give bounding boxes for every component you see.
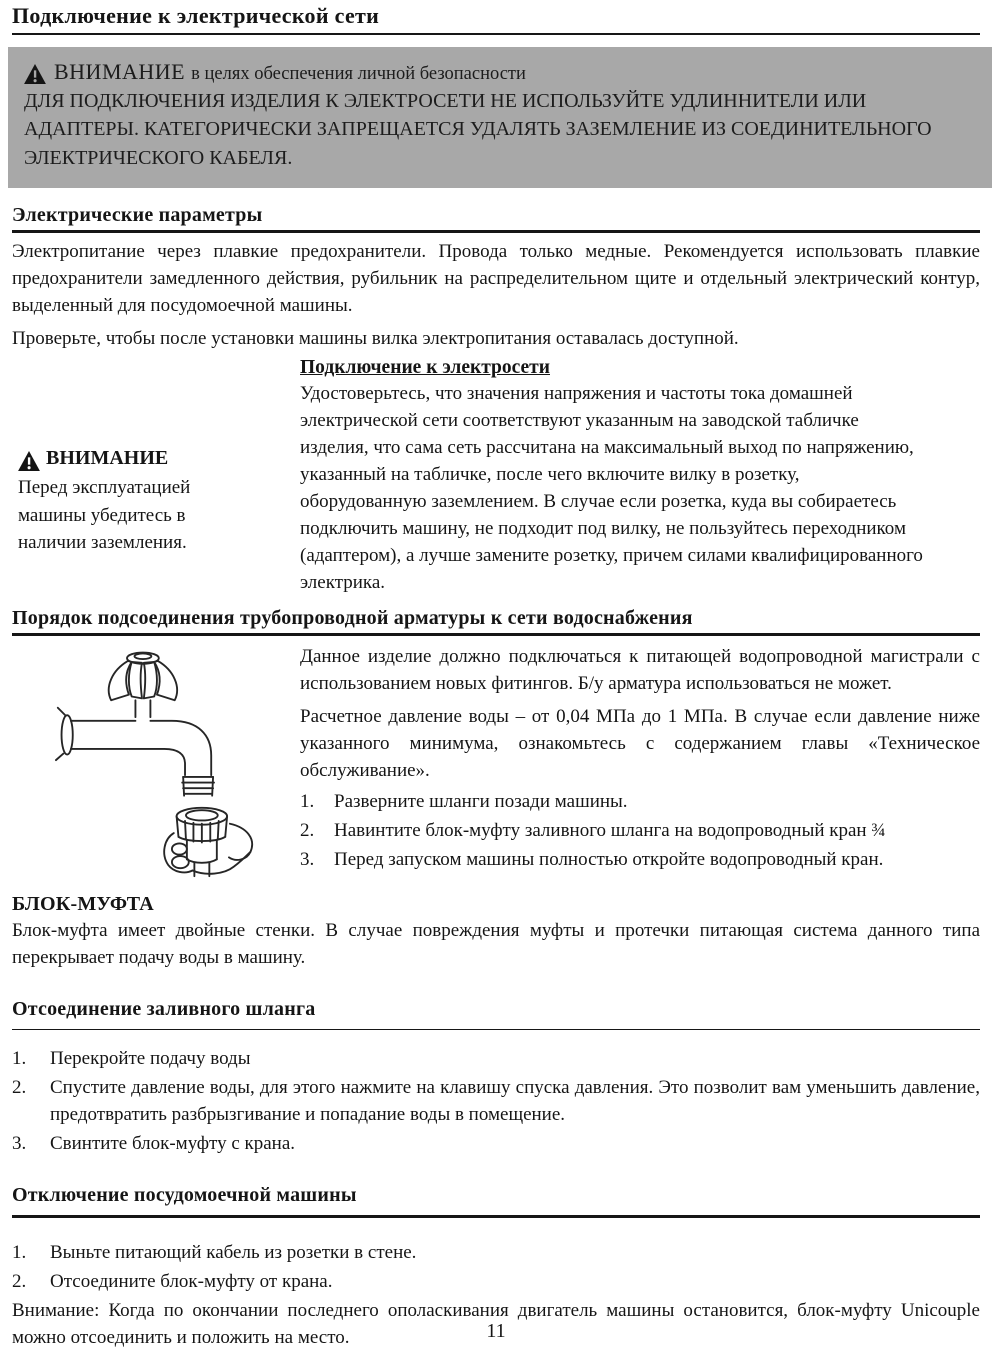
list-item: 2. Отсоедините блок-муфту от крана. bbox=[12, 1271, 333, 1293]
unicouple-heading: БЛОК-МУФТА bbox=[12, 892, 154, 915]
list-item: 1. Перекройте подачу воды bbox=[12, 1048, 251, 1070]
water-connection-para-1: Данное изделие должно подключаться к питающей водопроводной магистрали с использованием новых фитингов. Б/у арматура использоваться не может. bbox=[300, 645, 980, 694]
electrical-params-rule bbox=[12, 230, 980, 233]
machine-disconnect-note: Внимание: Когда по окончании последнего ополаскивания двигатель машины остановится, блок-муфту Unicouple можно отсоединить и положить на место. bbox=[12, 1300, 980, 1349]
electrical-params-heading: Электрические параметры bbox=[12, 204, 263, 227]
list-item: 2. Спустите давление воды, для этого нажмите на клавишу спуска давления. Это позволит вам уменьшить давление, предотвратить разбрызгивание и попадание воды в помещение. bbox=[12, 1077, 980, 1126]
hose-disconnect-heading: Отсоединение заливного шланга bbox=[12, 997, 316, 1020]
hose-disconnect-rule bbox=[12, 1029, 980, 1031]
warning-box-header bbox=[24, 59, 968, 85]
page-number: 11 bbox=[486, 1320, 506, 1342]
hose-disconnect-steps bbox=[12, 1046, 980, 1158]
list-item: 3. Перед запуском машины полностью откройте водопроводный кран. bbox=[300, 848, 884, 870]
side-warning-text: Перед эксплуатацией машины убедитесь в наличии заземления. bbox=[18, 477, 191, 554]
electrical-params-para-2: Проверьте, чтобы после установки машины вилка электропитания оставалась доступной. bbox=[12, 328, 739, 350]
mains-connection-body: Удостоверьтесь, что значения напряжения и частоты тока домашней электрической сети соответствуют указанным на заводской табличке изделия, что сама сеть рассчитана на максимальный выход по напряжению, указанный на табличке, после чего включите вилку в розетку, оборудованную заземлением. В случае если розетка, куда вы собираетесь подключить машину, не подходит под вилку, не пользуйтесь переходником (адаптером), а лучше замените розетку, причем силами квалифицированного электрика. bbox=[300, 383, 923, 593]
warning-label: ВНИМАНИЕ bbox=[54, 59, 186, 84]
warning-subtitle: в целях обеспечения личной безопасности bbox=[191, 64, 526, 84]
unicouple-body: Блок-муфта имеет двойные стенки. В случае повреждения муфты и протечки питающая система данного типа перекрывает подачу воды в машину. bbox=[12, 919, 980, 968]
warning-box bbox=[8, 47, 992, 188]
machine-disconnect-heading: Отключение посудомоечной машины bbox=[12, 1184, 357, 1207]
water-connection-heading: Порядок подсоединения трубопроводной арматуры к сети водоснабжения bbox=[12, 606, 693, 629]
machine-disconnect-rule bbox=[12, 1215, 980, 1218]
water-connection-para-2: Расчетное давление воды – от 0,04 МПа до 1 МПа. В случае если давление ниже указанного минимума, ознакомьтесь с содержанием главы «Техническое обслуживание». bbox=[300, 705, 980, 781]
side-warning-label: ВНИМАНИЕ bbox=[46, 447, 169, 470]
water-connection-section bbox=[12, 636, 980, 883]
mains-connection-heading: Подключение к электросети bbox=[300, 357, 550, 379]
side-warning-triangle-icon bbox=[18, 451, 40, 471]
mains-connection-section bbox=[12, 353, 980, 597]
list-item: 1. Разверните шланги позади машины. bbox=[300, 790, 628, 812]
warning-triangle-icon bbox=[24, 64, 46, 84]
list-item: 3. Свинтите блок-муфту с крана. bbox=[12, 1133, 296, 1155]
electrical-params-para-1: Электропитание через плавкие предохранители. Провода только медные. Рекомендуется использовать плавкие предохранители замедленного действия, рубильник на распределительном щите и отдельный электрический контур, выделенный для посудомоечной машины. bbox=[12, 241, 980, 317]
list-item: 2. Навинтите блок-муфту заливного шланга на водопроводный кран ¾ bbox=[300, 819, 886, 841]
side-warning bbox=[12, 447, 300, 557]
water-connection-steps bbox=[300, 789, 980, 874]
tap-and-coupling-illustration bbox=[46, 646, 281, 878]
warning-body-text: ДЛЯ ПОДКЛЮЧЕНИЯ ИЗДЕЛИЯ К ЭЛЕКТРОСЕТИ НЕ ИСПОЛЬЗУЙТЕ УДЛИННИТЕЛИ ИЛИ АДАПТЕРЫ. КАТЕГОРИЧЕСКИ ЗАПРЕЩАЕТСЯ УДАЛЯТЬ ЗАЗЕМЛЕНИЕ ИЗ СОЕДИНИТЕЛЬНОГО ЭЛЕКТРИЧЕСКОГО КАБЕЛЯ. bbox=[24, 90, 932, 169]
list-item: 1. Выньте питающий кабель из розетки в стене. bbox=[12, 1242, 417, 1264]
title-rule bbox=[12, 33, 980, 35]
machine-disconnect-steps bbox=[12, 1240, 980, 1296]
page-title: Подключение к электрической сети bbox=[12, 3, 380, 28]
